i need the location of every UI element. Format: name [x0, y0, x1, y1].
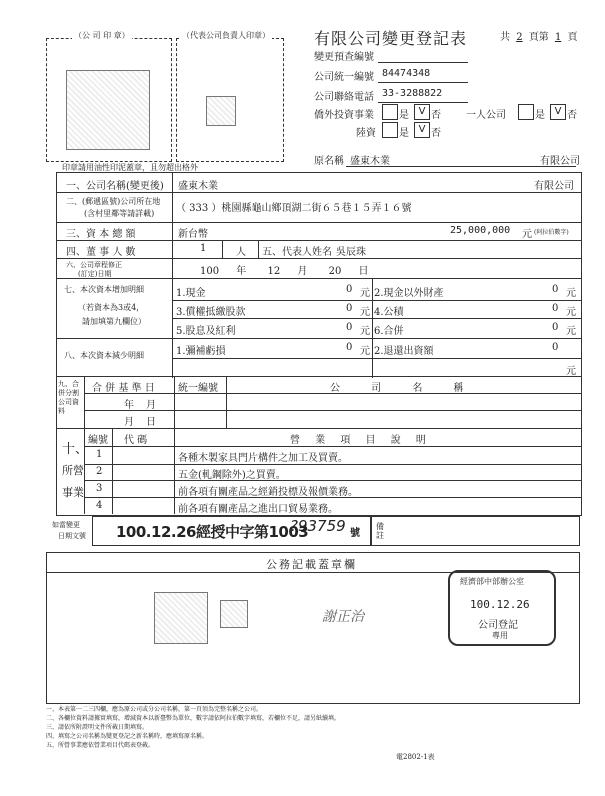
uniform-no-label: 公司統一編號 [314, 72, 374, 83]
business-col-code: 代 碼 [124, 435, 148, 446]
ci-unit-3: 元 [360, 307, 370, 318]
foreign-no: 否 [431, 110, 441, 121]
r3-unit: 元 [522, 229, 532, 240]
r6-label-b: (訂定)日期 [78, 270, 112, 278]
cd-unit-2: 元 [566, 366, 576, 377]
business-item-2-no: 2 [96, 466, 103, 477]
r2-label-a: 二、(郵遞區號)公司所在地 [66, 197, 161, 206]
ci-item-2-left-amount: 0 [346, 303, 353, 314]
cd-label: 八、本次資本減少明細 [64, 351, 144, 360]
mainland-no-box[interactable]: V [414, 122, 430, 138]
one-person-yes: 是 [535, 110, 545, 121]
ci-item-2-right-amount: 0 [552, 303, 559, 314]
ci-unit-4: 元 [566, 307, 576, 318]
business-item-4-desc: 前各項有關產品之進出口貿易業務。 [178, 504, 338, 515]
ci-item-2-left-label: 3.償權抵繳股款 [176, 307, 246, 318]
r3-amount: 25,000,000 [450, 225, 511, 236]
merger-uniform-col: 統一編號 [178, 383, 218, 394]
foreign-yes: 是 [399, 110, 409, 121]
ci-unit-2: 元 [566, 288, 576, 299]
ci-item-2-right-label: 4.公積 [374, 307, 404, 318]
foreign-no-box[interactable]: V [414, 104, 430, 120]
official-seal-date [448, 570, 556, 646]
cd-right-label: 2.退還出資額 [374, 346, 434, 357]
r2-label-b: (含村里鄰等請詳載) [84, 209, 155, 218]
phone-value: 33-3288822 [382, 88, 443, 99]
ci-item-3-right-amount: 0 [552, 322, 559, 333]
page-mid-label: 頁第 [528, 32, 549, 43]
old-name-label: 原名稱 [314, 156, 344, 167]
ci-unit-1: 元 [360, 288, 370, 299]
note-1: 一、本表第一二三四欄，應為原公司或分公司名稱，第一頁須為完整名稱之公司。 [46, 706, 263, 713]
page-current: 1 [554, 32, 562, 43]
r6-date [200, 262, 369, 277]
foreign-inv-label: 僑外投資事業 [314, 110, 374, 121]
business-col-no: 編號 [88, 435, 108, 446]
cd-right-amount: 0 [552, 342, 559, 353]
r1-suffix: 有限公司 [534, 181, 574, 192]
r5-value: 吳辰珠 [336, 247, 366, 258]
approval-label-a: 如當變更 [52, 521, 80, 529]
page-indicator [500, 28, 578, 43]
business-label-c: 事業 [62, 486, 84, 499]
merger-company-col: 公 司 名 稱 [330, 383, 478, 394]
business-item-1-desc: 各種木製家具門片構件之加工及買賣。 [178, 453, 348, 464]
seal-date-text: 100.12.26 [470, 598, 530, 611]
remark-label: 備 註 [376, 522, 384, 540]
page-total-label: 共 [500, 32, 510, 43]
r1-value: 盛東木業 [178, 181, 218, 192]
business-label-b: 所營 [62, 464, 84, 477]
r5-label: 五、代表人姓名 [262, 247, 332, 258]
note-2: 二、各欄位資料請據實填寫，增減資本以新臺幣為單位，數字請依阿拉伯數字填寫，若欄位不足，請另紙續填。 [46, 715, 341, 722]
cd-left-amount: 0 [346, 342, 353, 353]
merger-base-date-label: 合 併 基 準 日 [92, 383, 155, 394]
one-person-label: 一人公司 [466, 110, 506, 121]
approval-suffix: 號 [350, 528, 360, 539]
phone-label: 公司聯絡電話 [314, 92, 374, 103]
merger-month-label: 月 [146, 400, 156, 411]
merger-day-label: 日 [146, 417, 156, 428]
one-person-yes-box[interactable] [518, 104, 534, 120]
approval-value: 100.12.26經授中字第1003 [116, 523, 309, 541]
business-item-3-no: 3 [96, 483, 103, 494]
old-name-value: 盛東木業 [350, 156, 390, 167]
seal-top-text: 經濟部中部辦公室 [460, 577, 524, 586]
ci-label-a: 七、本次資本增加明細 [64, 285, 144, 294]
approval-handwritten: ?93759 [290, 517, 346, 535]
r6-year: 100 [200, 266, 220, 277]
business-label-a: 十、 [62, 442, 89, 457]
approval-label-b: 日期文號 [58, 532, 86, 540]
r4-label: 四、董 事 人 數 [66, 247, 136, 258]
r3-currency: 新台幣 [178, 229, 208, 240]
official-signature: 謝正治 [322, 609, 364, 625]
mainland-no: 否 [431, 128, 441, 139]
official-seal-left [154, 592, 208, 644]
r2-value: （ 333 ）桃園縣龜山鄉頂湖二街６５巷１５弄１６號 [176, 203, 412, 214]
ci-item-3-left-label: 5.股息及紅利 [176, 326, 236, 337]
ci-unit-6: 元 [566, 326, 576, 337]
r6-day: 20 [328, 266, 342, 277]
r6-month: 12 [267, 266, 281, 277]
r1-label: 一、公司名稱(變更後) [66, 181, 164, 192]
r6-label-a: 六、公司章程修正 [66, 261, 122, 269]
note-3: 三、請依所附證明文件所載日期填寫。 [46, 724, 149, 731]
seal-side-note [53, 60, 63, 69]
official-title: 公務記載蓋章欄 [266, 558, 357, 571]
ci-item-1-right-label: 2.現金以外財產 [374, 288, 444, 299]
r4-count: 1 [200, 243, 207, 254]
ci-item-1-right-amount: 0 [552, 284, 559, 295]
mainland-yes: 是 [399, 128, 409, 139]
cd-left-label: 1.彌補虧損 [176, 346, 226, 357]
merger-month-label-2: 月 [124, 417, 134, 428]
note-4: 四、填寫之公司名稱為變更登記之新名稱時，應填寫原名稱。 [46, 733, 209, 740]
merger-section-label: 九、合併分割公司資料 [58, 380, 79, 415]
business-col-desc: 營 業 項 目 說 明 [290, 435, 432, 446]
ci-unit-5: 元 [360, 326, 370, 337]
foreign-yes-box[interactable] [382, 104, 398, 120]
uniform-no-value: 84474348 [382, 68, 431, 79]
ci-item-1-left-amount: 0 [346, 284, 353, 295]
footer-code: 電2802-1表 [396, 753, 435, 761]
page-total: 2 [516, 32, 523, 43]
r6-day-label: 日 [358, 266, 369, 277]
ci-item-3-right-label: 6.合併 [374, 326, 404, 337]
prereview-label: 變更預查編號 [314, 52, 374, 63]
old-name-suffix: 有限公司 [540, 156, 580, 167]
page-end-label: 頁 [567, 32, 578, 43]
one-person-no-box[interactable]: V [550, 104, 566, 120]
mainland-label: 陸資 [356, 128, 376, 139]
r3-label: 三、資 本 總 額 [66, 229, 136, 240]
company-seal-label: （公 司 印 章） [74, 31, 130, 40]
r4-unit: 人 [236, 247, 246, 258]
cd-unit-1: 元 [360, 346, 370, 357]
business-item-4-no: 4 [96, 500, 103, 511]
merger-year-label: 年 [124, 400, 134, 411]
seal-main-text: 公司登記 [478, 620, 518, 631]
r6-month-label: 月 [297, 266, 308, 277]
business-item-1-no: 1 [96, 449, 103, 460]
mainland-yes-box[interactable] [382, 122, 398, 138]
note-5: 五、所營事業應依營業項目代碼表登載。 [46, 742, 155, 749]
ci-item-3-left-amount: 0 [346, 322, 353, 333]
seal-note: 印章請用油性印泥蓋章，且勿超出格外 [62, 163, 198, 172]
ci-item-1-left-label: 1.現金 [176, 288, 206, 299]
form-title: 有限公司變更登記表 [314, 29, 468, 48]
business-item-2-desc: 五金(軋鋼除外)之買賣。 [178, 470, 286, 481]
r3-note: (阿拉伯數字) [534, 229, 569, 236]
ci-label-b: （若資本為3或4， [78, 303, 145, 312]
official-seal-mid [220, 600, 248, 628]
remark-box [370, 516, 580, 546]
company-seal-image [66, 70, 150, 150]
one-person-no: 否 [567, 110, 577, 121]
rep-seal-image [206, 96, 236, 126]
seal-sub-text: 專用 [492, 631, 508, 640]
business-item-3-desc: 前各項有關產品之經銷投標及報價業務。 [178, 487, 358, 498]
rep-seal-label: （代表公司負責人印章） [182, 31, 270, 40]
r6-year-label: 年 [236, 266, 247, 277]
ci-label-c: 請加填第九欄位） [82, 317, 146, 326]
